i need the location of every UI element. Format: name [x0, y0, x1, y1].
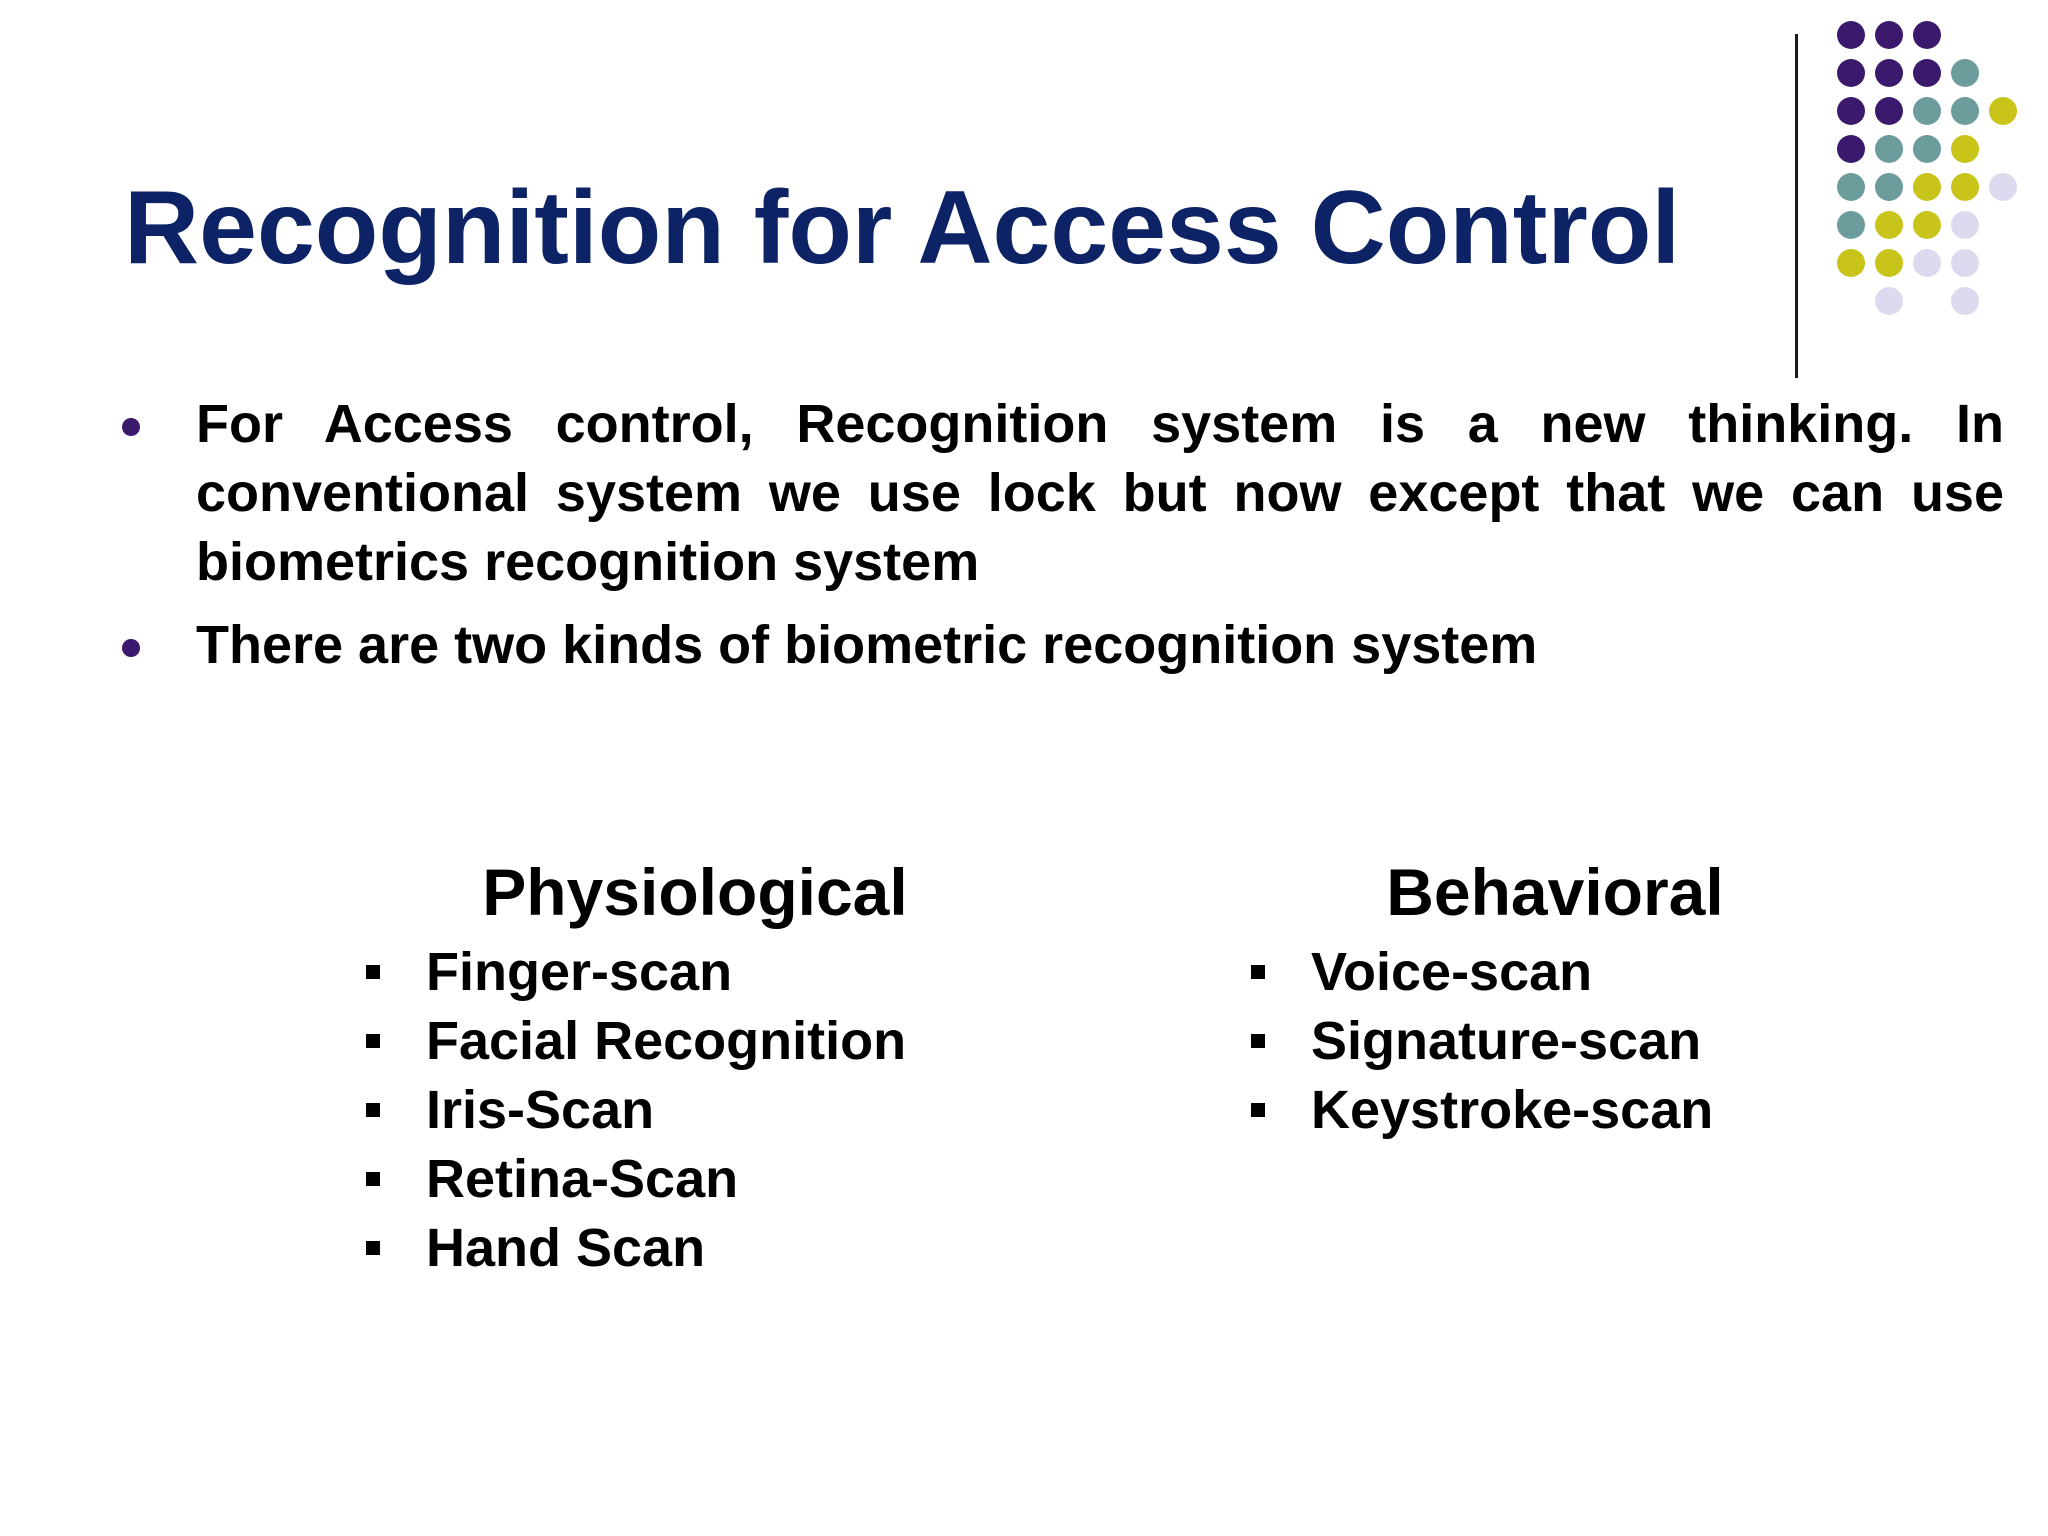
square-bullet-icon: [366, 965, 380, 979]
decorative-dot: [1875, 211, 1903, 239]
list-item-label: Keystroke-scan: [1311, 1080, 1714, 1140]
bullet-item: [118, 390, 2004, 597]
decorative-dot: [1951, 211, 1979, 239]
decorative-dot: [1989, 173, 2017, 201]
decorative-dot: [1837, 21, 1865, 49]
decorative-dot: [1913, 249, 1941, 277]
decorative-dot: [1837, 173, 1865, 201]
decorative-dot: [1989, 97, 2017, 125]
slide-title: Recognition for Access Control: [124, 170, 1681, 286]
decorative-dot-grid: [0, 0, 2048, 400]
decorative-dot: [1837, 135, 1865, 163]
bullet-list: [118, 390, 2004, 694]
decorative-dot: [1875, 287, 1903, 315]
decorative-dot: [1913, 135, 1941, 163]
square-bullet-icon: [366, 1172, 380, 1186]
decorative-dot: [1875, 173, 1903, 201]
bullet-text: There are two kinds of biometric recognition system: [196, 615, 1538, 675]
decorative-dot: [1951, 249, 1979, 277]
square-bullet-icon: [366, 1034, 380, 1048]
list-item-label: Retina-Scan: [426, 1149, 739, 1209]
decorative-dot: [1875, 249, 1903, 277]
square-bullet-icon: [1251, 1034, 1265, 1048]
decorative-dot: [1837, 59, 1865, 87]
decorative-dot: [1913, 21, 1941, 49]
decorative-dot: [1913, 97, 1941, 125]
decorative-dot: [1913, 59, 1941, 87]
decorative-dot: [1951, 173, 1979, 201]
decorative-dot: [1951, 97, 1979, 125]
decorative-dot: [1951, 287, 1979, 315]
decorative-dot: [1875, 21, 1903, 49]
list-item-label: Finger-scan: [426, 942, 733, 1002]
list-item: [1245, 1007, 1885, 1076]
square-bullet-icon: [366, 1241, 380, 1255]
square-bullet-icon: [366, 1103, 380, 1117]
bullet-dot-icon: [122, 418, 140, 436]
decorative-dot: [1837, 97, 1865, 125]
list-item-label: Iris-Scan: [426, 1080, 655, 1140]
decorative-dot: [1875, 135, 1903, 163]
list-item-label: Signature-scan: [1311, 1011, 1702, 1071]
decorative-dot: [1913, 173, 1941, 201]
physiological-column: [360, 852, 1120, 1283]
list-item-label: Facial Recognition: [426, 1011, 907, 1071]
list-item: [360, 1145, 1120, 1214]
physiological-heading: Physiological: [482, 855, 908, 929]
list-item: [360, 1076, 1120, 1145]
list-item-label: Hand Scan: [426, 1218, 706, 1278]
behavioral-heading: Behavioral: [1386, 855, 1724, 929]
decorative-dot: [1951, 135, 1979, 163]
decorative-dot: [1913, 211, 1941, 239]
list-item: [360, 938, 1120, 1007]
decorative-dot: [1875, 59, 1903, 87]
list-item: [360, 1214, 1120, 1283]
behavioral-list: [1245, 938, 1885, 1145]
list-item: [360, 1007, 1120, 1076]
physiological-list: [360, 938, 1120, 1283]
decorative-dot: [1837, 249, 1865, 277]
bullet-item: [118, 611, 2004, 680]
bullet-dot-icon: [122, 639, 140, 657]
decorative-dot: [1951, 59, 1979, 87]
square-bullet-icon: [1251, 1103, 1265, 1117]
list-item: [1245, 1076, 1885, 1145]
behavioral-column: [1245, 852, 1885, 1145]
list-item-label: Voice-scan: [1311, 942, 1593, 1002]
square-bullet-icon: [1251, 965, 1265, 979]
decorative-dot: [1837, 211, 1865, 239]
bullet-text: For Access control, Recognition system is a new thinking. In conventional system we use lock but now except that we can use biometrics recognition system: [196, 394, 2004, 592]
decorative-dot: [1875, 97, 1903, 125]
list-item: [1245, 938, 1885, 1007]
